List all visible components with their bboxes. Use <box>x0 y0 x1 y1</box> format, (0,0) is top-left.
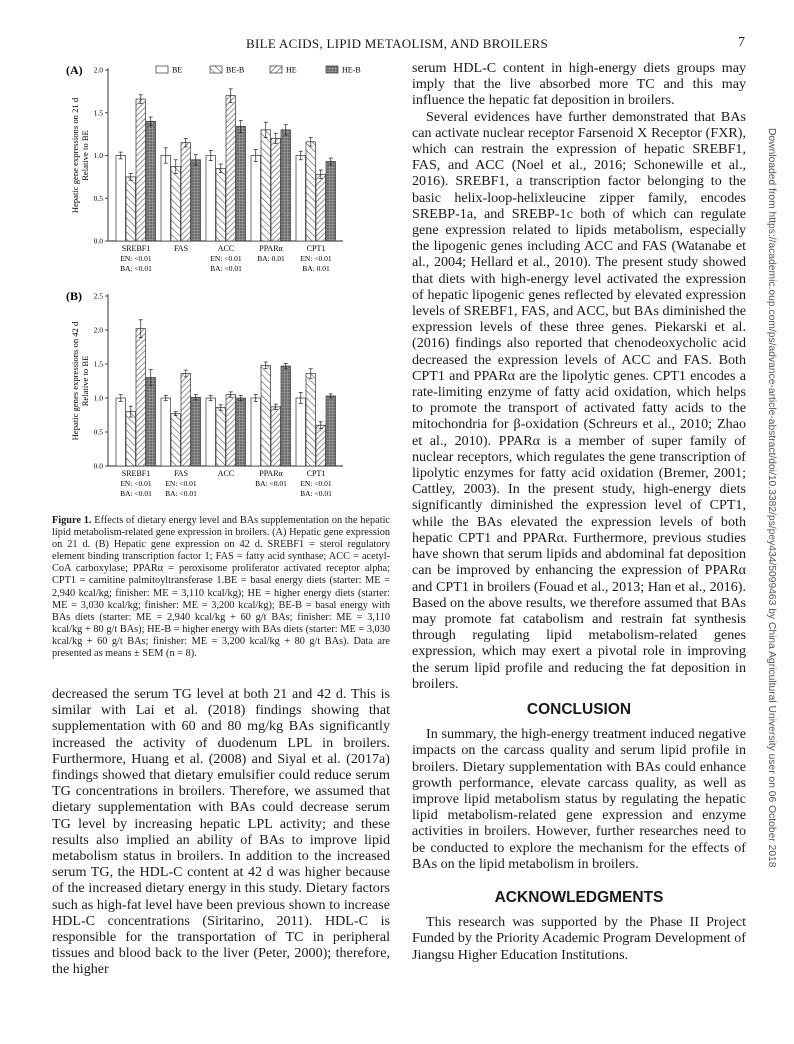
panel-a-bar <box>306 142 316 241</box>
panel-b-significance-annotation: BA: <0.01 <box>300 489 332 498</box>
download-side-note <box>765 128 779 928</box>
panel-b-significance-annotation: BA: <0.01 <box>165 489 197 498</box>
panel-b-category-label: ACC <box>217 469 235 478</box>
panel-a-category-label: ACC <box>217 244 235 253</box>
panel-b-bar <box>161 398 171 466</box>
panel-b-significance-annotation: BA: <0.01 <box>255 479 287 488</box>
panel-a-significance-annotation: EN: <0.01 <box>210 254 242 263</box>
panel-a-bar <box>296 156 306 242</box>
panel-a-legend-swatch <box>270 66 282 73</box>
right-paragraph-1: serum HDL-C content in high-energy diets groups may imply that the live absorbed more TC and this may influence the hepatic fat deposition in broilers. <box>412 60 746 109</box>
figure-caption <box>52 515 390 660</box>
panel-b-bar <box>236 398 246 466</box>
panel-a-bar <box>126 177 136 241</box>
panel-b-bar <box>191 397 201 466</box>
panel-b-y-axis-title-1: Hepatic genes expressions on 42 d <box>70 321 80 441</box>
right-column <box>412 60 746 963</box>
panel-b-y-axis-title-2: Relative to BE <box>80 355 90 407</box>
panel-b-y-tick-label: 2.0 <box>93 325 103 335</box>
panel-a-category-label: FAS <box>173 244 189 253</box>
panel-b-significance-annotation: BA: <0.01 <box>120 489 152 498</box>
panel-a-bar <box>281 130 291 241</box>
panel-b-bar <box>146 378 156 466</box>
panel-b-significance-annotation: EN: <0.01 <box>165 479 197 488</box>
panel-a-legend-label: HE-B <box>342 65 361 75</box>
panel-a-legend-swatch <box>156 66 168 73</box>
panel-b-category-label: SREBF1 <box>121 469 151 478</box>
panel-b-bar <box>126 412 136 466</box>
panel-a-bar <box>251 156 261 242</box>
panel-a-bar <box>191 160 201 241</box>
right-paragraph-2: Several evidences have further demonstrated that BAs can activate nuclear receptor Farsenoid X Receptor (FXR), which can restrain the expression of hepatic SREBF1, FAS, and ACC (Noel et al., 2016; Schonewille et al., 2016). SREBF1, a transcription factor belonging to the basic helix-loop-helixleucine zipper family, encodes SREBP-1a, and SREBP-1c both of which can regulate gene expression related to lipids metabolism, especially the lipogenic genes including ACC and FAS (Watanabe et al., 2004; Hellard et al., 2010). The present study showed that diets with high-energy level activated the expression of hepatic lipogenic genes reflected by elevated expression levels of SREBF1, FAS, and ACC, but BAs diminished the expression levels of these three genes. Piekarski et al. (2016) findings also reported that chenodeoxycholic acid decreased the expression levels of ACC and FAS. Both CPT1 and PPARα are the lipolytic genes. CPT1 encodes a rate-limiting enzyme of fatty acid oxidation, which helps to promote the transport of activated fatty acids to the mitochondria for β-oxidation (Schreurs et al., 2010; Zhao et al., 2010). PPARα is a member of super family of nuclear receptors, which regulates the gene transcription of lipolytic enzymes for fatty acid oxidation (Bremer, 2001; Cattley, 2003). In the present study, high-energy diets significantly diminished the expression level of CPT1, while the BAs elevated the expression levels of both hepatic CPT1 and PPARα. Furthermore, previous studies have shown that serum lipids and abdominal fat deposition can be improved by enhancing the expression of PPARα and CPT1 in broilers (Fouad et al., 2013; Han et al., 2016). Based on the above results, we therefore assumed that BAs may promote fat catabolism and restrain fat synthesis through regulating lipid metabolism-related genes expression, which may exert a pivotal role in improving the serum lipid profile and reducing the fat deposition in broilers. <box>412 108 746 692</box>
panel-b-y-tick-label: 0.5 <box>93 427 103 437</box>
panel-a-bar <box>136 99 146 241</box>
panel-a-y-tick-label: 0.0 <box>93 236 103 246</box>
panel-a-legend-label: HE <box>286 65 297 75</box>
panel-b-bar <box>306 374 316 466</box>
panel-a-legend-label: BE <box>172 65 183 75</box>
panel-a-significance-annotation: BA: 0.01 <box>302 264 330 273</box>
panel-b-label: (B) <box>66 289 82 303</box>
panel-b-bar <box>171 414 181 466</box>
figure-1 <box>58 58 398 513</box>
panel-a-category-label: SREBF1 <box>121 244 151 253</box>
panel-a-bar <box>236 126 246 241</box>
panel-a-y-tick-label: 1.5 <box>93 108 103 118</box>
panel-b-bar <box>326 396 336 466</box>
panel-a-legend-label: BE-B <box>226 65 245 75</box>
panel-b-y-tick-label: 0.0 <box>93 461 103 471</box>
panel-a-legend-swatch <box>326 66 338 73</box>
conclusion-paragraph: In summary, the high-energy treatment induced negative impacts on the carcass quality and serum lipid profile in broilers. Dietary supplementation with BAs could enhance growth performance, elevate carcass quality, as well as improve lipid metabolism status by regulating the hepatic lipid metabolism-related gene expression and enzyme activities in broilers. However, further researches need to be conducted to explore the mechanism for the effects of BAs on the lipid metabolism in broilers. <box>412 726 746 872</box>
panel-b-significance-annotation: EN: <0.01 <box>300 479 332 488</box>
panel-a-y-tick-label: 0.5 <box>93 193 103 203</box>
caption-text: Effects of dietary energy level and BAs supplementation on the hepatic lipid metabolism-related gene expression in broilers. (A) Hepatic gene expression on 21 d. (B) Hepatic gene expression on 42 d. SREBF1 = sterol regulatory element binding transcription factor 1; FAS = fatty acid synthase; ACC = acetyl-CoA carboxylase; PPARα = peroxisome proliferator activated receptor alpha; CPT1 = carnitine palmitoyltransferase 1.BE = basal energy diets (starter: ME = 2,940 kcal/kg; finisher: ME = 3,110 kcal/kg); HE = higher energy diets (starter: ME = 3,030 kcal/kg; finisher: ME = 3,200 kcal/kg); BE-B = basal energy with BAs diets (starter: ME = 2,940 kcal/kg + 60 g/t BAs; finisher: ME = 3,110 kcal/kg + 80 g/t BAs); HE-B = higher energy with BAs diets (starter: ME = 3,030 kcal/kg + 60 g/t BAs; finisher: ME = 3,200 kcal/kg + 80 g/t BAs). Data are presented as means ± SEM (n = 8). <box>52 515 391 660</box>
panel-b-bar <box>116 398 126 466</box>
panel-b-bar <box>206 398 216 466</box>
panel-a-y-axis-title-1: Hepatic gene expressions on 21 d <box>70 97 80 214</box>
panel-b-bar <box>226 395 236 466</box>
panel-b-category-label: PPARα <box>259 469 283 478</box>
panel-a-bar <box>181 143 191 241</box>
panel-b-bar <box>281 366 291 466</box>
panel-b-category-label: FAS <box>173 469 189 478</box>
panel-a-bar <box>271 138 281 241</box>
panel-a-legend-swatch <box>210 66 222 73</box>
panel-a-significance-annotation: BA: <0.01 <box>210 264 242 273</box>
panel-a-bar <box>161 156 171 242</box>
panel-a-bar <box>146 121 156 241</box>
panel-a-y-tick-label: 2.0 <box>93 65 103 75</box>
panel-b-bar <box>181 374 191 466</box>
panel-b-significance-annotation: EN: <0.01 <box>120 479 152 488</box>
panel-b-bar <box>296 398 306 466</box>
page-number: 7 <box>738 35 745 50</box>
panel-a-bar <box>261 130 271 241</box>
acknowledgments-paragraph: This research was supported by the Phase II Project Funded by the Priority Academic Program Development of Jiangsu Higher Education Institutions. <box>412 914 746 963</box>
panel-b-bar <box>261 365 271 466</box>
panel-a-bar <box>226 96 236 241</box>
panel-a-label: (A) <box>66 63 83 77</box>
caption-label: Figure 1. <box>52 515 92 526</box>
panel-b-bar <box>216 408 226 466</box>
panel-a-bar <box>316 174 326 241</box>
panel-b-y-tick-label: 1.5 <box>93 359 103 369</box>
acknowledgments-heading: ACKNOWLEDGMENTS <box>494 888 664 906</box>
panel-a-bar <box>216 168 226 241</box>
panel-a-bar <box>171 167 181 241</box>
panel-b-bar <box>136 329 146 466</box>
panel-b-bar <box>251 398 261 466</box>
left-paragraph: decreased the serum TG level at both 21 and 42 d. This is similar with Lai et al. (2018) findings showing that supplementation with 60 and 80 mg/kg BAs significantly increased the activity of duodenum LPL in broilers. Furthermore, Huang et al. (2008) and Siyal et al. (2017a) findings showed that dietary emulsifier could reduce serum TG concentrations in broilers. Therefore, we assumed that dietary supplementation with BAs could decrease serum TG level by increasing hepatic LPL activity; and these results also implied an ability of BAs to improve lipid metabolism status in broilers. In addition to the increased serum TG, the HDL-C content at 42 d was higher because of the increased dietary energy in this study. Dietary factors such as high-fat level have been previous shown to increase HDL-C concentrations (Siritarino, 2011). HDL-C is responsible for the transportation of TC in peripheral tissues and blood back to the liver (Peter, 2000); therefore, the higher <box>52 686 390 978</box>
panel-b-bar <box>316 425 326 466</box>
panel-a-significance-annotation: BA: <0.01 <box>120 264 152 273</box>
panel-a-significance-annotation: BA: 0.01 <box>257 254 285 263</box>
panel-a-significance-annotation: EN: <0.01 <box>120 254 152 263</box>
panel-b-bar <box>271 407 281 466</box>
figure-1-chart <box>58 58 398 508</box>
panel-a-significance-annotation: EN: <0.01 <box>300 254 332 263</box>
panel-a-category-label: CPT1 <box>306 244 326 253</box>
panel-b-category-label: CPT1 <box>306 469 326 478</box>
panel-a-y-axis-title-2: Relative to BE <box>80 130 90 181</box>
download-note-text: Downloaded from https://academic.oup.com/ps/advance-article-abstract/doi/10.3382/ps/pey434/5099463 by China Agricultural University user on 06 October 2018 <box>766 128 777 868</box>
panel-a-bar <box>116 156 126 242</box>
left-column <box>52 686 390 978</box>
panel-a-bar <box>326 161 336 241</box>
running-title: BILE ACIDS, LIPID METAOLISM, AND BROILERS <box>246 36 548 51</box>
panel-b-y-tick-label: 1.0 <box>93 393 103 403</box>
conclusion-heading: CONCLUSION <box>526 700 632 718</box>
panel-a-bar <box>206 156 216 242</box>
panel-b-y-tick-label: 2.5 <box>93 291 103 301</box>
panel-a-y-tick-label: 1.0 <box>93 151 103 160</box>
panel-a-category-label: PPARα <box>259 244 283 253</box>
